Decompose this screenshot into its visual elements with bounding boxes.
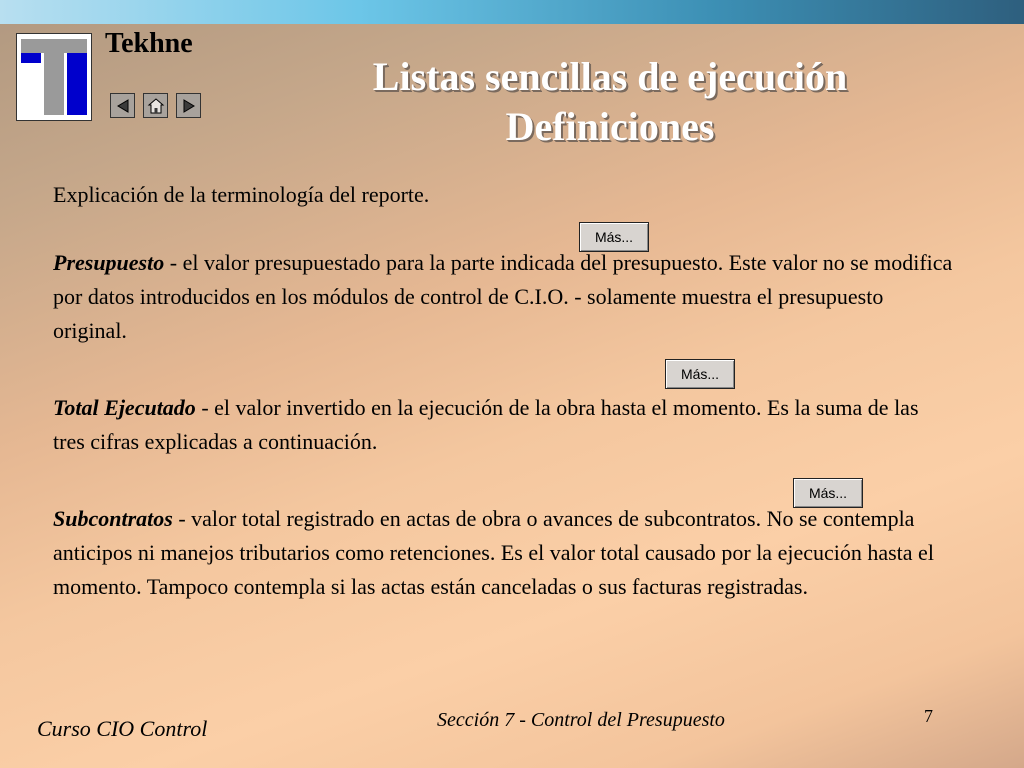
footer-course-name: Curso CIO Control xyxy=(37,716,208,741)
definition-subcontratos xyxy=(53,502,953,604)
page-number: 7 xyxy=(924,706,933,726)
intro-text: Explicación de la terminología del reporte. xyxy=(53,182,430,207)
definition-text: - el valor presupuestado para la parte indicada del presupuesto. Este valor no se modifica por datos introducidos en los módulos de control de C.I.O. - solamente muestra el presupuesto original. xyxy=(53,250,953,343)
title-line-2: Definiciones xyxy=(505,104,715,149)
prev-arrow-icon[interactable] xyxy=(110,93,135,118)
tekhne-logo xyxy=(16,33,92,121)
title-line-1: Listas sencillas de ejecución xyxy=(372,54,848,99)
definition-term: Presupuesto xyxy=(53,250,165,275)
more-button-presupuesto[interactable]: Más... xyxy=(579,222,649,252)
brand-name: Tekhne xyxy=(105,28,193,59)
definition-term: Total Ejecutado xyxy=(53,395,196,420)
slide-navigation xyxy=(110,93,201,118)
top-gradient-bar xyxy=(0,0,1024,24)
footer-section: Sección 7 - Control del Presupuesto xyxy=(437,709,725,731)
next-arrow-icon[interactable] xyxy=(176,93,201,118)
more-button-total-ejecutado[interactable]: Más... xyxy=(665,359,735,389)
definition-text: - el valor invertido en la ejecución de la obra hasta el momento. Es la suma de las tres cifras explicadas a continuación. xyxy=(53,395,919,454)
slide-title xyxy=(300,52,920,152)
more-button-subcontratos[interactable]: Más... xyxy=(793,478,863,508)
definition-term: Subcontratos xyxy=(53,506,173,531)
definition-presupuesto xyxy=(53,246,953,348)
definition-text: - valor total registrado en actas de obra o avances de subcontratos. No se contempla anticipos ni manejos tributarios como retenciones. Es el valor total causado por la ejecución hasta el momento. Tampoco contempla si las actas están canceladas o sus facturas registradas. xyxy=(53,506,934,599)
home-icon[interactable] xyxy=(143,93,168,118)
definition-total-ejecutado xyxy=(53,391,953,459)
